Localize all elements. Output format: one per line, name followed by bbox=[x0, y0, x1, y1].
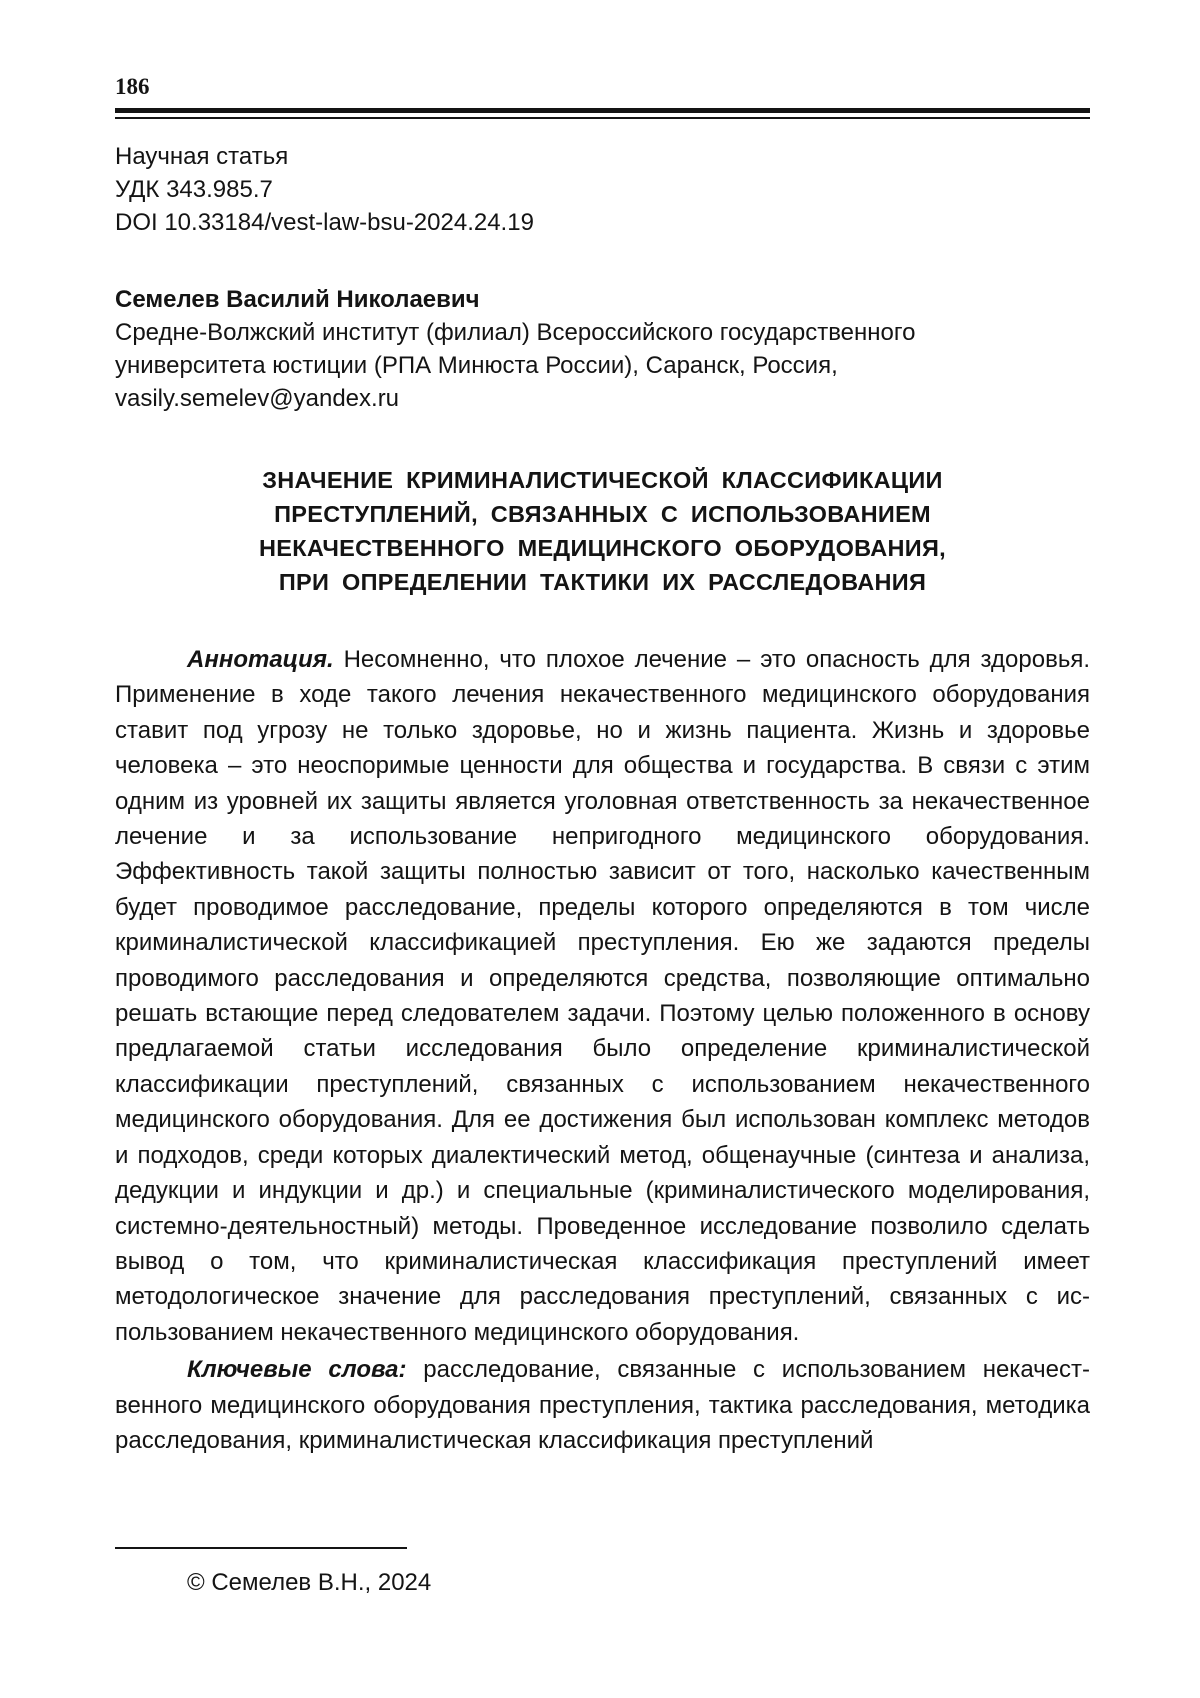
footnote-rule bbox=[115, 1547, 407, 1549]
article-meta bbox=[115, 140, 534, 239]
article-type: Научная статья bbox=[115, 143, 289, 170]
keywords-text: расследование, связанные с использованием некачественного медицинского оборудования преступления, тактика расследования, методика расследования, криминалистическая классификация преступлений bbox=[115, 1356, 1090, 1454]
title-line: ЗНАЧЕНИЕ КРИМИНАЛИСТИЧЕСКОЙ КЛАССИФИКАЦИИ bbox=[262, 467, 943, 493]
author-name: Семелев Василий Николаевич bbox=[115, 286, 480, 313]
copyright-note: © Семелев В.Н., 2024 bbox=[187, 1569, 432, 1596]
author-affiliation-line1: Средне-Волжский институт (филиал) Всероссийского государственного bbox=[115, 319, 916, 346]
title-line: ПРИ ОПРЕДЕЛЕНИИ ТАКТИКИ ИХ РАССЛЕДОВАНИЯ bbox=[278, 569, 927, 595]
author-affiliation-line2: университета юстиции (РПА Минюста России), Саранск, Россия, bbox=[115, 352, 838, 379]
keywords-paragraph bbox=[115, 1352, 1090, 1458]
title-line: НЕКАЧЕСТВЕННОГО МЕДИЦИНСКОГО ОБОРУДОВАНИЯ, bbox=[258, 535, 947, 561]
abstract-text: Несомненно, что плохое лечение – это опасность для здоровья. Применение в ходе такого лечения некачественного медицинского оборудования ставит под угрозу не только здоровье, но и жизнь пациента. Жизнь и здоровье человека – это неоспоримые ценности для общества и государства. В связи с этим одним из уровней их защиты является уголовная ответственность за некачественное лечение и за использование непригодного медицинского оборудования. Эффективность такой защиты полностью зависит от того, насколько качественным будет проводимое расследование, пределы которого определяются в том числе криминалистической классификацией преступления. Ею же задаются пределы проводимого расследования и определяются средства, позволяющие оптимально решать встающие перед следователем задачи. Поэтому целью положенного в основу предлагаемой статьи исследования было определение криминалистической классификации преступлений, связанных с использованием некачественного медицинского оборудования. Для ее достижения был использован комплекс методов и подходов, среди которых диалектический метод, общенаучные (синтеза и анализа, дедукции и индукции и др.) и специальные (криминалистического моделирования, системно-деятельностный) методы. Проведенное исследование позволило сделать вывод о том, что криминалистическая классификация преступлений имеет методологическое значение для расследования преступлений, связанных с использованием некачественного медицинского оборудования. bbox=[115, 646, 1090, 1346]
title-line: ПРЕСТУПЛЕНИЙ, СВЯЗАННЫХ С ИСПОЛЬЗОВАНИЕМ bbox=[274, 501, 931, 527]
abstract-section bbox=[115, 642, 1090, 1458]
header-rule-thick bbox=[115, 108, 1090, 113]
doi: DOI 10.33184/vest-law-bsu-2024.24.19 bbox=[115, 209, 534, 236]
udc-code: УДК 343.985.7 bbox=[115, 176, 273, 203]
abstract-label: Аннотация. bbox=[187, 646, 334, 673]
author-email: vasily.semelev@yandex.ru bbox=[115, 385, 400, 412]
article-title bbox=[115, 463, 1090, 599]
header-rule-thin bbox=[115, 117, 1090, 119]
abstract-paragraph bbox=[115, 642, 1090, 1350]
author-block bbox=[115, 283, 1090, 415]
page-number: 186 bbox=[115, 74, 150, 99]
keywords-label: Ключевые слова: bbox=[187, 1356, 407, 1384]
